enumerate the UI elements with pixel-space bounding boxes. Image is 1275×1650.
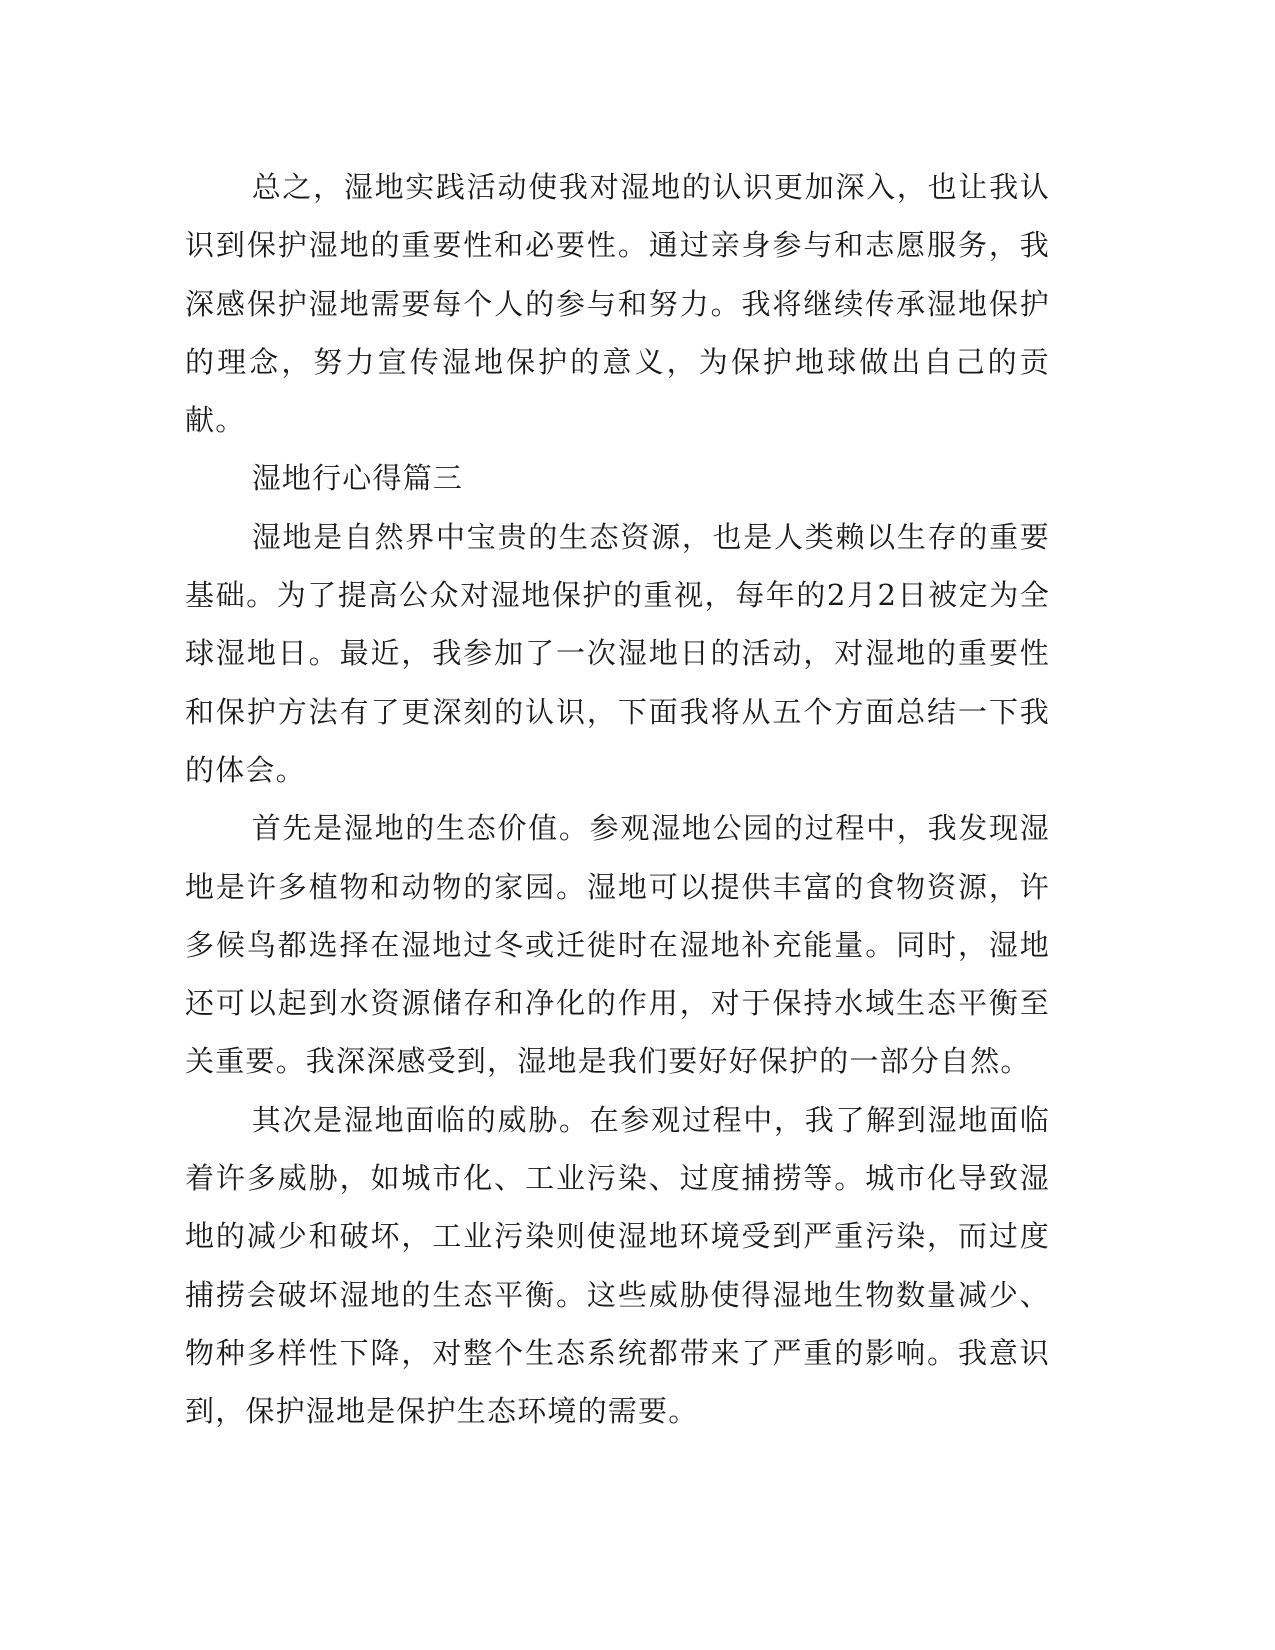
paragraph-conclusion: 总之，湿地实践活动使我对湿地的认识更加深入，也让我认识到保护湿地的重要性和必要性。通过亲身参与和志愿服务，我深感保护湿地需要每个人的参与和努力。我将继续传承湿地保护的理念，努力宣传湿地保护的意义，为保护地球做出自己的贡献。: [185, 170, 1050, 438]
section-heading: 湿地行心得篇三: [251, 461, 464, 496]
paragraph-threats: 其次是湿地面临的威胁。在参观过程中，我了解到湿地面临着许多威胁，如城市化、工业污染、过度捕捞等。城市化导致湿地的减少和破坏，工业污染则使湿地环境受到严重污染，而过度捕捞会破坏湿地的生态平衡。这些威胁使得湿地生物数量减少、物种多样性下降，对整个生态系统都带来了严重的影响。我意识到，保护湿地是保护生态环境的需要。: [185, 1102, 1050, 1429]
paragraph-ecological-value: 首先是湿地的生态价值。参观湿地公园的过程中，我发现湿地是许多植物和动物的家园。湿地可以提供丰富的食物资源，许多候鸟都选择在湿地过冬或迁徙时在湿地补充能量。同时，湿地还可以起到水资源储存和净化的作用，对于保持水域生态平衡至关重要。我深深感受到，湿地是我们要好好保护的一部分自然。: [185, 811, 1050, 1079]
document-body: [185, 158, 1050, 1441]
paragraph-intro: 湿地是自然界中宝贵的生态资源，也是人类赖以生存的重要基础。为了提高公众对湿地保护的重视，每年的2月2日被定为全球湿地日。最近，我参加了一次湿地日的活动，对湿地的重要性和保护方法有了更深刻的认识，下面我将从五个方面总结一下我的体会。: [185, 519, 1050, 787]
